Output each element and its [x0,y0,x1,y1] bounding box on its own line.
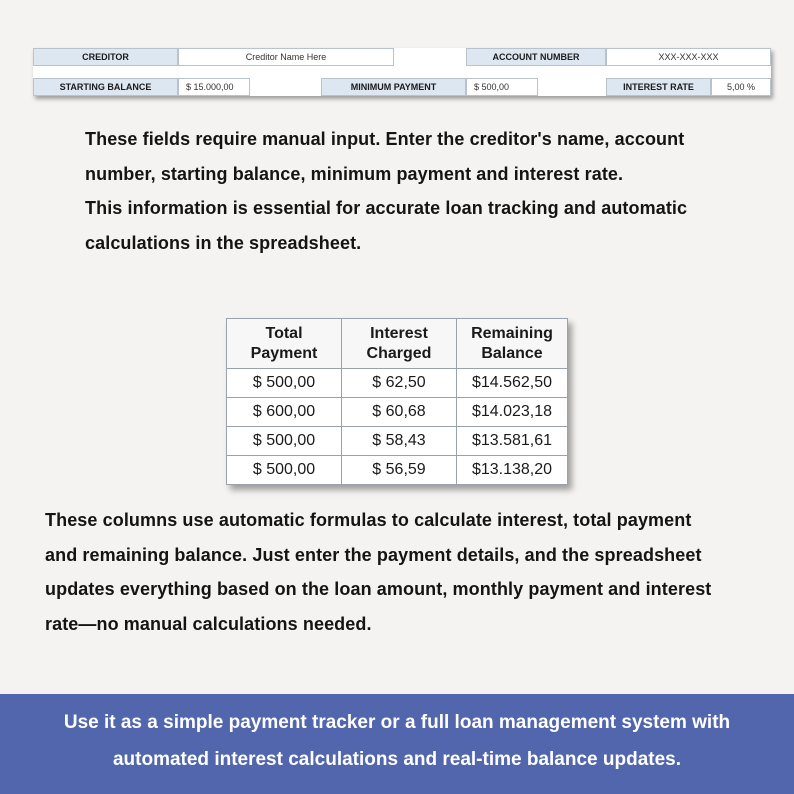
account-number-label: ACCOUNT NUMBER [466,48,606,66]
interest-charged-cell: $ 62,50 [342,369,457,398]
remaining-balance-cell: $14.023,18 [457,398,568,427]
interest-rate-input[interactable]: 5,00 % [711,78,771,96]
manual-note-line4: calculations in the spreadsheet. [85,232,362,253]
minimum-payment-label: MINIMUM PAYMENT [321,78,466,96]
footer-banner [0,694,794,794]
remaining-balance-cell: $13.581,61 [457,427,568,456]
footer-line1: Use it as a simple payment tracker or a full loan management system with [63,712,731,733]
formula-note-line2: and remaining balance. Just enter the payment details, and the spreadsheet [45,544,702,565]
table-row [227,398,568,427]
loan-input-panel [33,48,771,96]
manual-note-line2: number, starting balance, minimum payment and interest rate. [85,163,624,184]
total-payment-cell: $ 500,00 [227,369,342,398]
minimum-payment-input[interactable]: $ 500,00 [466,78,538,96]
formula-note-line4: rate—no manual calculations needed. [45,613,372,634]
formula-note-line1: These columns use automatic formulas to calculate interest, total payment [45,510,692,530]
interest-rate-label: INTEREST RATE [606,78,711,96]
formula-note-line3: updates everything based on the loan amount, monthly payment and interest [45,579,712,599]
header-total-payment: Total Payment [227,319,342,369]
starting-balance-label: STARTING BALANCE [33,78,178,96]
table-row [227,369,568,398]
table-row [227,456,568,485]
calculation-table [226,318,568,485]
manual-note-line3: This information is essential for accurate loan tracking and automatic [85,198,688,218]
creditor-input[interactable]: Creditor Name Here [178,48,394,66]
footer-line2: automated interest calculations and real-time balance updates. [112,749,682,770]
account-number-input[interactable]: XXX-XXX-XXX [606,48,771,66]
manual-input-description [85,122,775,260]
total-payment-cell: $ 500,00 [227,456,342,485]
total-payment-cell: $ 600,00 [227,398,342,427]
manual-note-line1: These fields require manual input. Enter the creditor's name, account [85,129,685,149]
header-interest-charged: Interest Charged [342,319,457,369]
starting-balance-input[interactable]: $ 15.000,00 [178,78,250,96]
creditor-label: CREDITOR [33,48,178,66]
interest-charged-cell: $ 56,59 [342,456,457,485]
formula-description [45,503,790,641]
remaining-balance-cell: $14.562,50 [457,369,568,398]
table-row [227,427,568,456]
footer-text [0,704,794,778]
header-remaining-balance: Remaining Balance [457,319,568,369]
interest-charged-cell: $ 60,68 [342,398,457,427]
remaining-balance-cell: $13.138,20 [457,456,568,485]
interest-charged-cell: $ 58,43 [342,427,457,456]
total-payment-cell: $ 500,00 [227,427,342,456]
